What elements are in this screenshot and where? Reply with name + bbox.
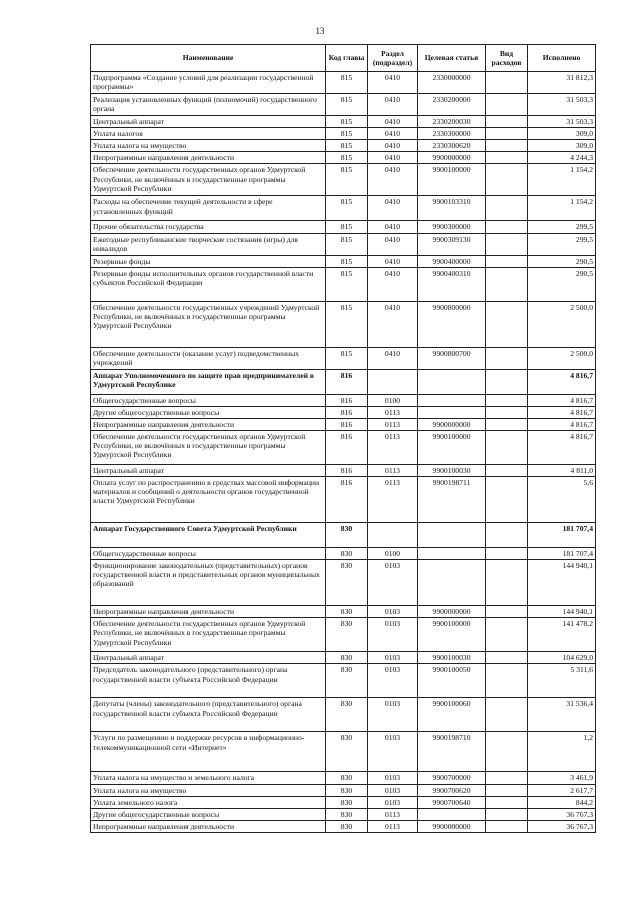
cell-kind [486,698,528,732]
cell-kind [486,523,528,548]
cell-code: 830 [326,732,368,772]
table-row [91,652,596,664]
page-number: 13 [315,26,325,36]
cell-target: 9900000000 [418,152,486,164]
cell-name: Резервные фонды [91,255,326,267]
cell-name: Услуги по размещению и поддержке ресурсов в информационно-телекоммуникационной сети «Интернет» [91,732,326,772]
cell-name: Общегосударственные вопросы [91,394,326,406]
header-section: Раздел (подраздел) [368,45,418,72]
cell-kind [486,196,528,221]
cell-section: 0103 [368,664,418,698]
cell-section: 0410 [368,255,418,267]
table-row [91,523,596,548]
cell-kind [486,369,528,394]
cell-target: 9900309130 [418,233,486,255]
cell-amount: 309,0 [528,128,596,140]
table-row [91,164,596,196]
cell-kind [486,116,528,128]
cell-target: 9900700620 [418,784,486,796]
cell-name: Реализация установленных функций (полномочий) государственного органа [91,94,326,116]
cell-target: 9900100030 [418,652,486,664]
cell-code: 830 [326,808,368,820]
cell-target: 9900100030 [418,464,486,476]
cell-kind [486,430,528,464]
cell-target: 9900100000 [418,618,486,652]
table-row [91,369,596,394]
cell-amount: 181 707,4 [528,548,596,560]
table-row [91,255,596,267]
cell-kind [486,652,528,664]
cell-name: Обеспечение деятельности (оказание услуг) подведомственных учреждений [91,347,326,369]
cell-section: 0410 [368,140,418,152]
cell-code: 816 [326,394,368,406]
cell-name: Председатель законодательного (представительного) органа государственной власти субъекта Российской Федерации [91,664,326,698]
cell-kind [486,618,528,652]
cell-section: 0113 [368,820,418,832]
cell-code: 815 [326,164,368,196]
cell-code: 815 [326,128,368,140]
cell-amount: 2 500,0 [528,347,596,369]
table-row [91,267,596,301]
cell-kind [486,128,528,140]
cell-kind [486,464,528,476]
table-row [91,772,596,784]
cell-amount: 5,6 [528,477,596,523]
cell-section: 0410 [368,233,418,255]
cell-section: 0103 [368,698,418,732]
cell-amount: 290,5 [528,255,596,267]
cell-kind [486,394,528,406]
cell-code: 815 [326,267,368,301]
cell-code: 830 [326,652,368,664]
cell-target: 9900100050 [418,664,486,698]
cell-code: 815 [326,196,368,221]
table-row [91,152,596,164]
cell-amount: 1 154,2 [528,196,596,221]
cell-section: 0113 [368,477,418,523]
cell-amount: 4 244,3 [528,152,596,164]
cell-target: 9900103310 [418,196,486,221]
cell-name: Резервные фонды исполнительных органов государственной власти субъектов Российской Федерации [91,267,326,301]
cell-code: 816 [326,406,368,418]
cell-code: 830 [326,820,368,832]
cell-kind [486,72,528,94]
table-row [91,394,596,406]
cell-code: 830 [326,664,368,698]
cell-name: Уплата земельного налога [91,796,326,808]
cell-section: 0103 [368,796,418,808]
cell-kind [486,548,528,560]
header-name: Наименование [91,45,326,72]
cell-name: Обеспечение деятельности государственных органов Удмуртской Республики, не включённых в государственные программы Удмуртской Республики [91,430,326,464]
cell-kind [486,796,528,808]
cell-target: 9900100000 [418,430,486,464]
cell-kind [486,255,528,267]
cell-section [368,369,418,394]
cell-target: 2330200030 [418,116,486,128]
cell-section: 0410 [368,301,418,347]
cell-target [418,369,486,394]
cell-code: 816 [326,430,368,464]
cell-target: 9900000000 [418,418,486,430]
cell-target: 2330300620 [418,140,486,152]
table-row [91,94,596,116]
cell-section: 0103 [368,784,418,796]
cell-section: 0410 [368,128,418,140]
table-row [91,464,596,476]
cell-amount: 36 767,3 [528,820,596,832]
table-row [91,221,596,233]
cell-section: 0103 [368,732,418,772]
cell-amount: 3 461,9 [528,772,596,784]
cell-amount: 299,5 [528,221,596,233]
cell-kind [486,140,528,152]
cell-section: 0103 [368,652,418,664]
cell-target: 9900700000 [418,772,486,784]
cell-name: Функционирование законодательных (представительных) органов государственной власти и представительных органов муниципальных образований [91,560,326,606]
cell-amount: 104 629,0 [528,652,596,664]
table-row [91,72,596,94]
table-row [91,820,596,832]
cell-kind [486,221,528,233]
cell-target: 9900100000 [418,164,486,196]
cell-code: 815 [326,152,368,164]
cell-amount: 31 503,3 [528,94,596,116]
cell-kind [486,664,528,698]
cell-target: 2330000000 [418,72,486,94]
cell-amount: 4 816,7 [528,369,596,394]
cell-section: 0410 [368,267,418,301]
cell-amount: 144 940,1 [528,560,596,606]
cell-code: 830 [326,560,368,606]
cell-target: 9900198710 [418,732,486,772]
cell-target: 9900198711 [418,477,486,523]
cell-kind [486,94,528,116]
cell-name: Ежегодные республиканские творческие состязания (игры) для инвалидов [91,233,326,255]
cell-name: Уплата налога на имущество [91,140,326,152]
table-row [91,796,596,808]
cell-section: 0410 [368,164,418,196]
cell-target [418,560,486,606]
cell-code: 830 [326,618,368,652]
cell-target: 9900300000 [418,221,486,233]
cell-name: Расходы на обеспечение текущей деятельности в сфере установленных функций [91,196,326,221]
cell-code: 830 [326,523,368,548]
cell-target: 9900000000 [418,820,486,832]
cell-section: 0103 [368,618,418,652]
cell-kind [486,347,528,369]
cell-section: 0100 [368,548,418,560]
cell-name: Другие общегосударственные вопросы [91,808,326,820]
cell-amount: 141 478,2 [528,618,596,652]
cell-target: 9900400000 [418,255,486,267]
cell-amount: 1 154,2 [528,164,596,196]
cell-amount: 31 812,3 [528,72,596,94]
table-row [91,347,596,369]
cell-name: Обеспечение деятельности государственных органов Удмуртской Республики, не включённых в государственные программы Удмуртской Республики [91,164,326,196]
cell-name: Центральный аппарат [91,652,326,664]
cell-name: Уплата налога на имущество [91,784,326,796]
cell-amount: 299,5 [528,233,596,255]
table-row [91,233,596,255]
cell-section: 0410 [368,221,418,233]
header-code: Код главы [326,45,368,72]
table-row [91,196,596,221]
cell-target: 9900700640 [418,796,486,808]
cell-target [418,548,486,560]
cell-kind [486,418,528,430]
cell-section [368,523,418,548]
cell-target [418,406,486,418]
cell-kind [486,152,528,164]
cell-amount: 1,2 [528,732,596,772]
cell-code: 816 [326,464,368,476]
cell-name: Непрограммные направления деятельности [91,820,326,832]
cell-name: Прочие обязательства государства [91,221,326,233]
cell-kind [486,406,528,418]
table-row [91,406,596,418]
cell-name: Другие общегосударственные вопросы [91,406,326,418]
header-amount: Исполнено [528,45,596,72]
table-row [91,548,596,560]
cell-amount: 844,2 [528,796,596,808]
cell-name: Центральный аппарат [91,116,326,128]
cell-section: 0410 [368,94,418,116]
cell-kind [486,477,528,523]
cell-name: Оплата услуг по распространению в средствах массовой информации материалов и сообщений о деятельности органов государственной власти Удмуртской Республики [91,477,326,523]
cell-kind [486,233,528,255]
cell-name: Центральный аппарат [91,464,326,476]
table-row [91,128,596,140]
cell-name: Непрограммные направления деятельности [91,152,326,164]
cell-section: 0410 [368,116,418,128]
cell-name: Подпрограмма «Создание условий для реализации государственной программы» [91,72,326,94]
table-row [91,606,596,618]
cell-code: 815 [326,72,368,94]
cell-target: 9900400310 [418,267,486,301]
cell-target: 9900000000 [418,606,486,618]
cell-code: 830 [326,698,368,732]
cell-amount: 2 617,7 [528,784,596,796]
cell-amount: 4 816,7 [528,394,596,406]
cell-code: 815 [326,140,368,152]
cell-code: 830 [326,796,368,808]
cell-amount: 290,5 [528,267,596,301]
cell-name: Непрограммные направления деятельности [91,418,326,430]
table-row [91,618,596,652]
cell-code: 816 [326,477,368,523]
cell-code: 815 [326,221,368,233]
cell-section: 0113 [368,464,418,476]
cell-amount: 181 707,4 [528,523,596,548]
table-row [91,301,596,347]
cell-amount: 5 311,6 [528,664,596,698]
cell-code: 830 [326,548,368,560]
cell-code: 815 [326,301,368,347]
cell-section: 0113 [368,430,418,464]
table-row [91,418,596,430]
cell-amount: 2 500,0 [528,301,596,347]
cell-target: 9900100060 [418,698,486,732]
cell-kind [486,772,528,784]
cell-name: Уплата налогов [91,128,326,140]
cell-kind [486,560,528,606]
cell-code: 830 [326,784,368,796]
cell-code: 830 [326,772,368,784]
cell-amount: 309,0 [528,140,596,152]
cell-section: 0410 [368,347,418,369]
cell-code: 815 [326,255,368,267]
cell-target [418,523,486,548]
table-row [91,784,596,796]
cell-name: Депутаты (члены) законодательного (представительного) органа государственной власти субъекта Российской Федерации [91,698,326,732]
cell-amount: 4 811,0 [528,464,596,476]
cell-section: 0113 [368,406,418,418]
cell-code: 815 [326,347,368,369]
cell-section: 0113 [368,418,418,430]
cell-code: 815 [326,233,368,255]
header-target: Целевая статья [418,45,486,72]
cell-section: 0410 [368,196,418,221]
cell-amount: 36 767,3 [528,808,596,820]
cell-kind [486,784,528,796]
cell-name: Непрограммные направления деятельности [91,606,326,618]
cell-amount: 4 816,7 [528,430,596,464]
cell-name: Уплата налога на имущество и земельного налога [91,772,326,784]
cell-kind [486,820,528,832]
cell-section: 0103 [368,772,418,784]
cell-code: 816 [326,369,368,394]
table-row [91,664,596,698]
cell-kind [486,732,528,772]
cell-kind [486,164,528,196]
header-kind: Вид расходов [486,45,528,72]
cell-section: 0100 [368,394,418,406]
cell-amount: 31 503,3 [528,116,596,128]
table-row [91,116,596,128]
cell-amount: 4 816,7 [528,418,596,430]
cell-amount: 4 816,7 [528,406,596,418]
cell-target [418,808,486,820]
cell-section: 0103 [368,560,418,606]
cell-name: Обеспечение деятельности государственных учреждений Удмуртской Республики, не включённых в государственные программы Удмуртской Республики [91,301,326,347]
cell-code: 815 [326,116,368,128]
cell-target: 2330300000 [418,128,486,140]
table-row [91,808,596,820]
table-row [91,430,596,464]
table-header-row [91,45,596,72]
cell-name: Аппарат Государственного Совета Удмуртской Республики [91,523,326,548]
cell-section: 0410 [368,72,418,94]
cell-name: Общегосударственные вопросы [91,548,326,560]
cell-target: 9900800700 [418,347,486,369]
cell-target: 9900800000 [418,301,486,347]
cell-amount: 31 536,4 [528,698,596,732]
cell-kind [486,808,528,820]
table-row [91,477,596,523]
cell-kind [486,267,528,301]
cell-target [418,394,486,406]
cell-code: 816 [326,418,368,430]
table-row [91,140,596,152]
cell-section: 0103 [368,606,418,618]
table-row [91,732,596,772]
table-row [91,560,596,606]
table-row [91,698,596,732]
cell-section: 0113 [368,808,418,820]
cell-target: 2330200000 [418,94,486,116]
cell-name: Обеспечение деятельности государственных органов Удмуртской Республики, не включённых в государственные программы Удмуртской Республики [91,618,326,652]
cell-amount: 144 940,1 [528,606,596,618]
cell-kind [486,606,528,618]
cell-code: 830 [326,606,368,618]
cell-name: Аппарат Уполномоченного по защите прав предпринимателей в Удмуртской Республике [91,369,326,394]
cell-section: 0410 [368,152,418,164]
cell-kind [486,301,528,347]
cell-code: 815 [326,94,368,116]
budget-table [90,44,596,833]
